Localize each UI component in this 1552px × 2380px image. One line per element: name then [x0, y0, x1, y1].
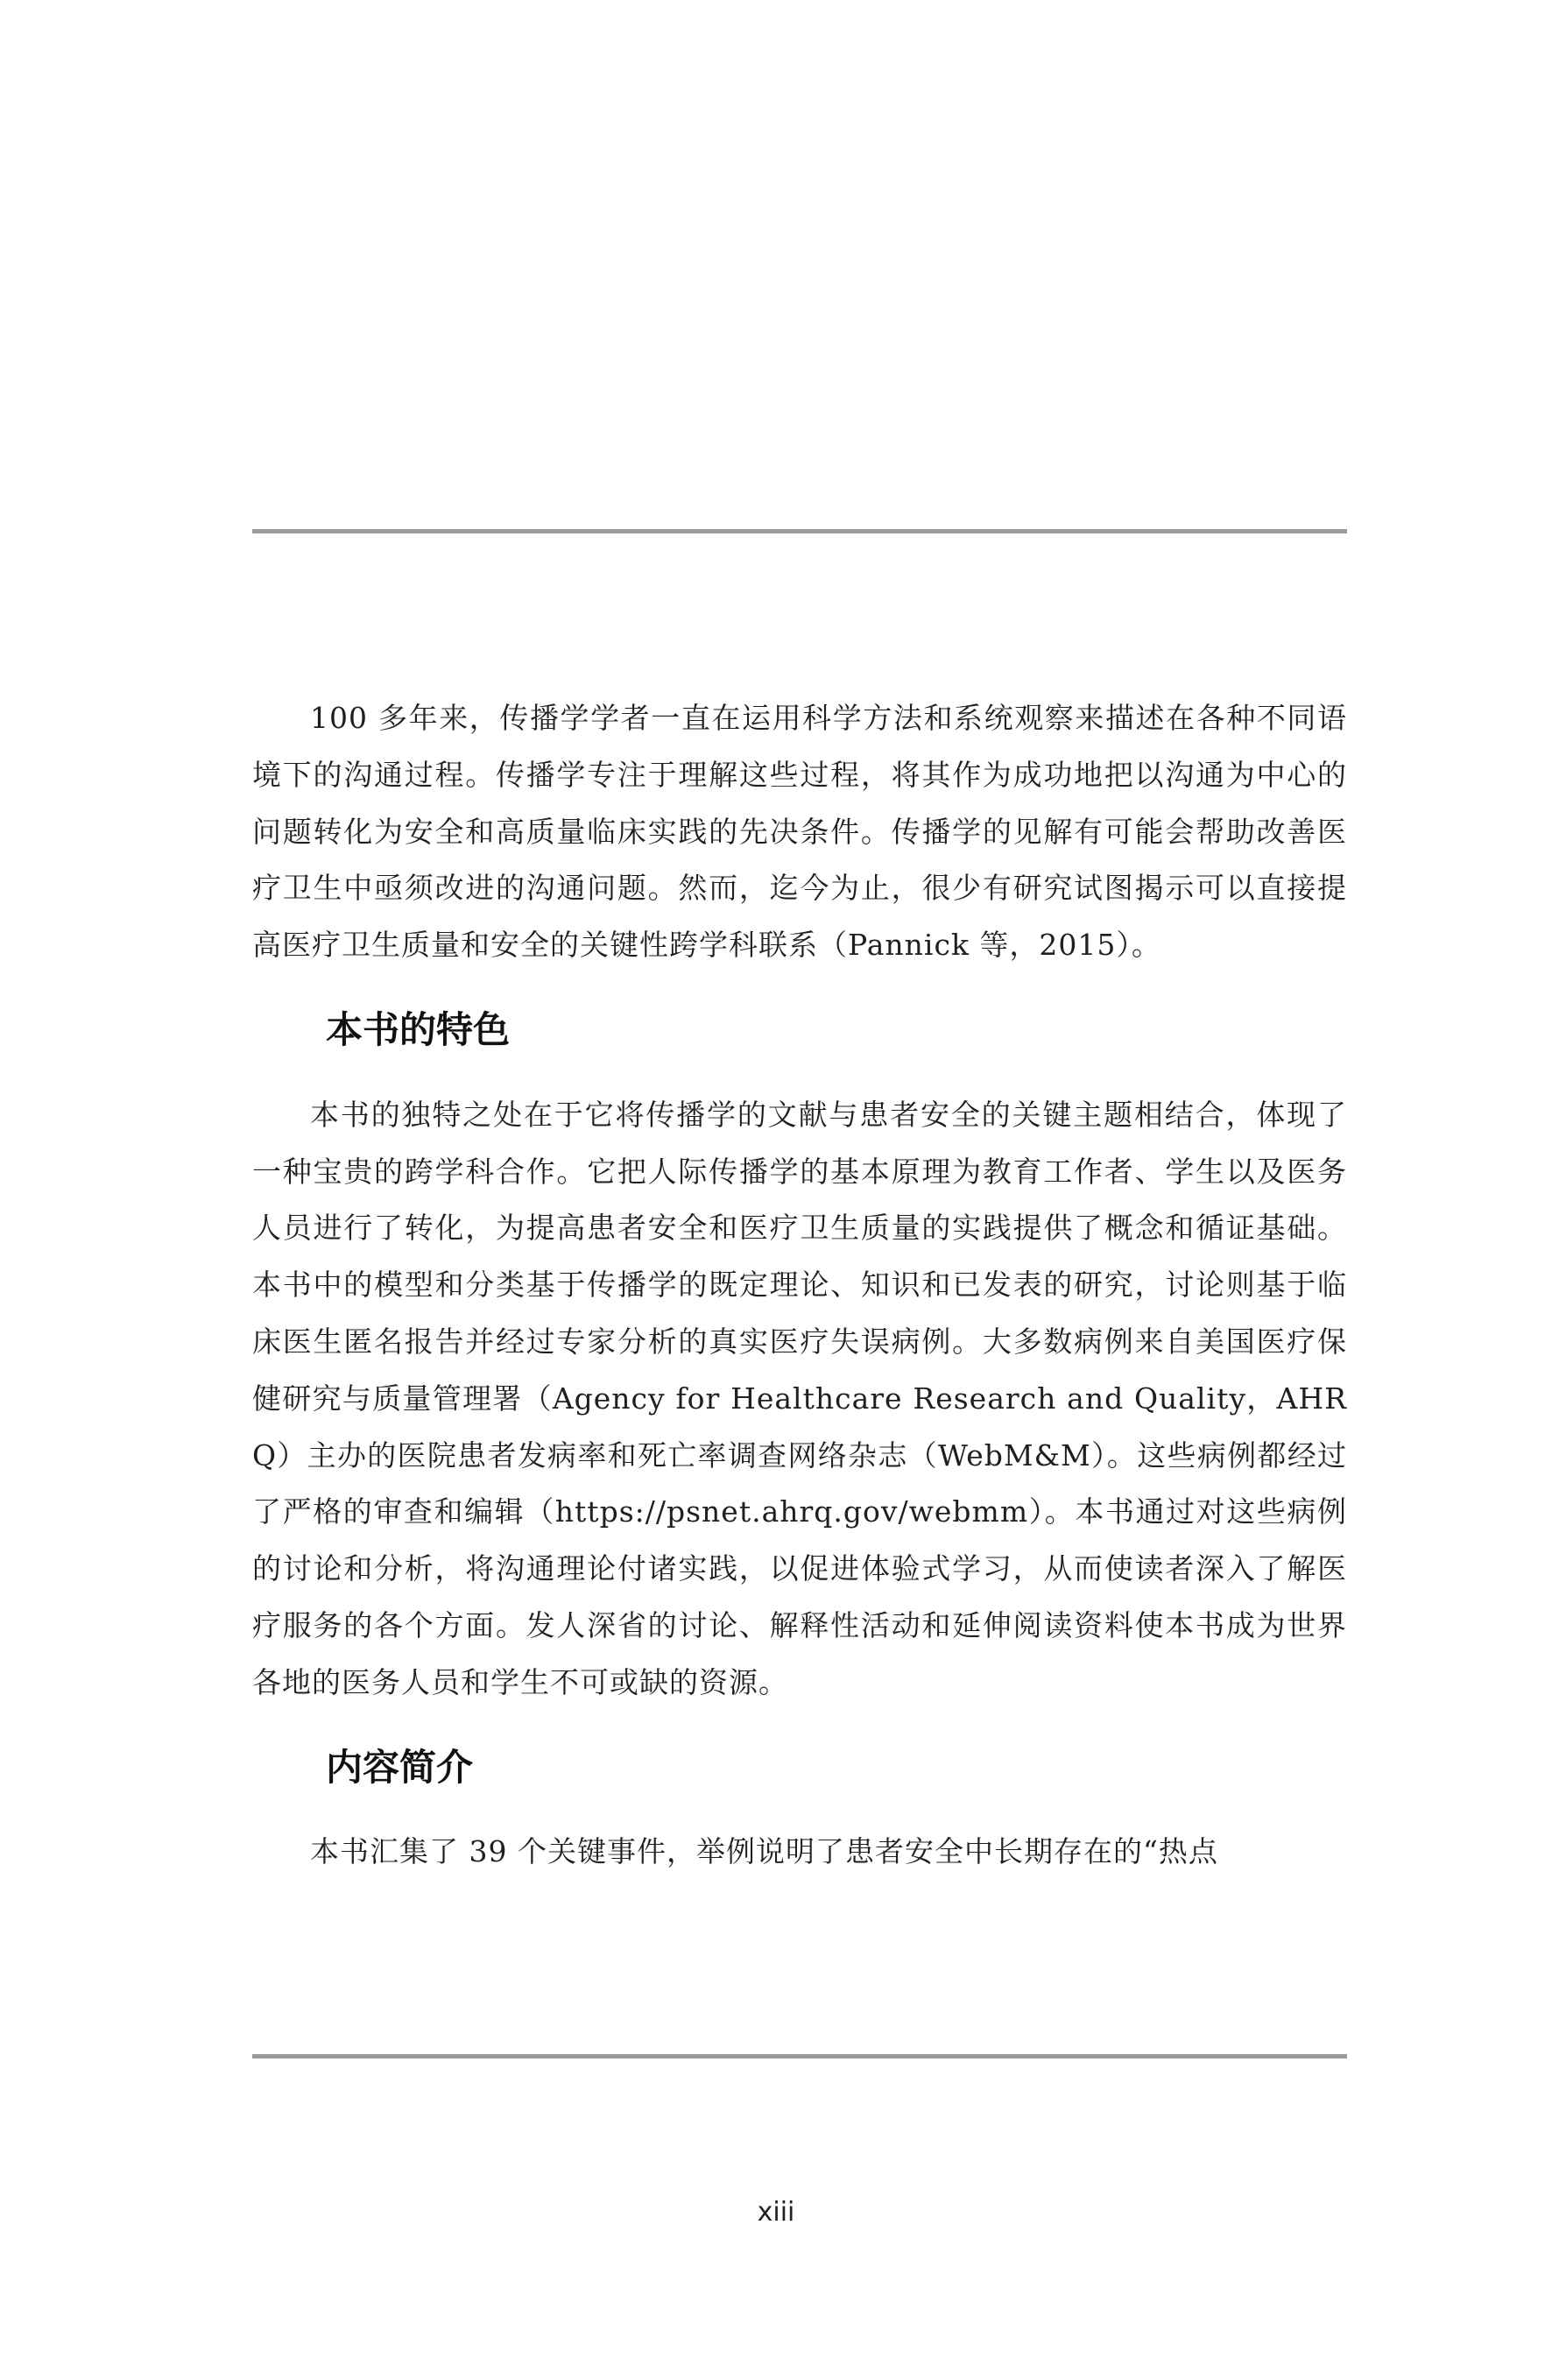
page-number: xiii: [757, 2197, 795, 2228]
features-heading: 本书的特色: [326, 1007, 511, 1051]
top-rule: [252, 529, 1347, 533]
page-body: [252, 690, 1347, 1881]
features-paragraph: 本书的独特之处在于它将传播学的文献与患者安全的关键主题相结合，体现了一种宝贵的跨学科合作。它把人际传播学的基本原理为教育工作者、学生以及医务人员进行了转化，为提高患者安全和医疗卫生质量的实践提供了概念和循证基础。本书中的模型和分类基于传播学的既定理论、知识和已发表的研究，讨论则基于临床医生匿名报告并经过专家分析的真实医疗失误病例。大多数病例来自美国医疗保健研究与质量管理署（Agency for Healthcare Research and Quality，AHRQ）主办的医院患者发病率和死亡率调查网络杂志（WebM&M）。这些病例都经过了严格的审查和编辑（https://psnet.ahrq.gov/webmm）。本书通过对这些病例的讨论和分析，将沟通理论付诸实践，以促进体验式学习，从而使读者深入了解医疗服务的各个方面。发人深省的讨论、解释性活动和延伸阅读资料使本书成为世界各地的医务人员和学生不可或缺的资源。: [252, 1097, 1347, 1699]
contents-heading: 内容简介: [326, 1745, 474, 1789]
intro-paragraph: 100 多年来，传播学学者一直在运用科学方法和系统观察来描述在各种不同语境下的沟通过程。传播学专注于理解这些过程，将其作为成功地把以沟通为中心的问题转化为安全和高质量临床实践的先决条件。传播学的见解有可能会帮助改善医疗卫生中亟须改进的沟通问题。然而，迄今为止，很少有研究试图揭示可以直接提高医疗卫生质量和安全的关键性跨学科联系（Pannick 等，2015）。: [252, 701, 1347, 963]
bottom-rule: [252, 2054, 1347, 2059]
contents-paragraph: 本书汇集了 39 个关键事件，举例说明了患者安全中长期存在的“热点: [310, 1834, 1218, 1869]
